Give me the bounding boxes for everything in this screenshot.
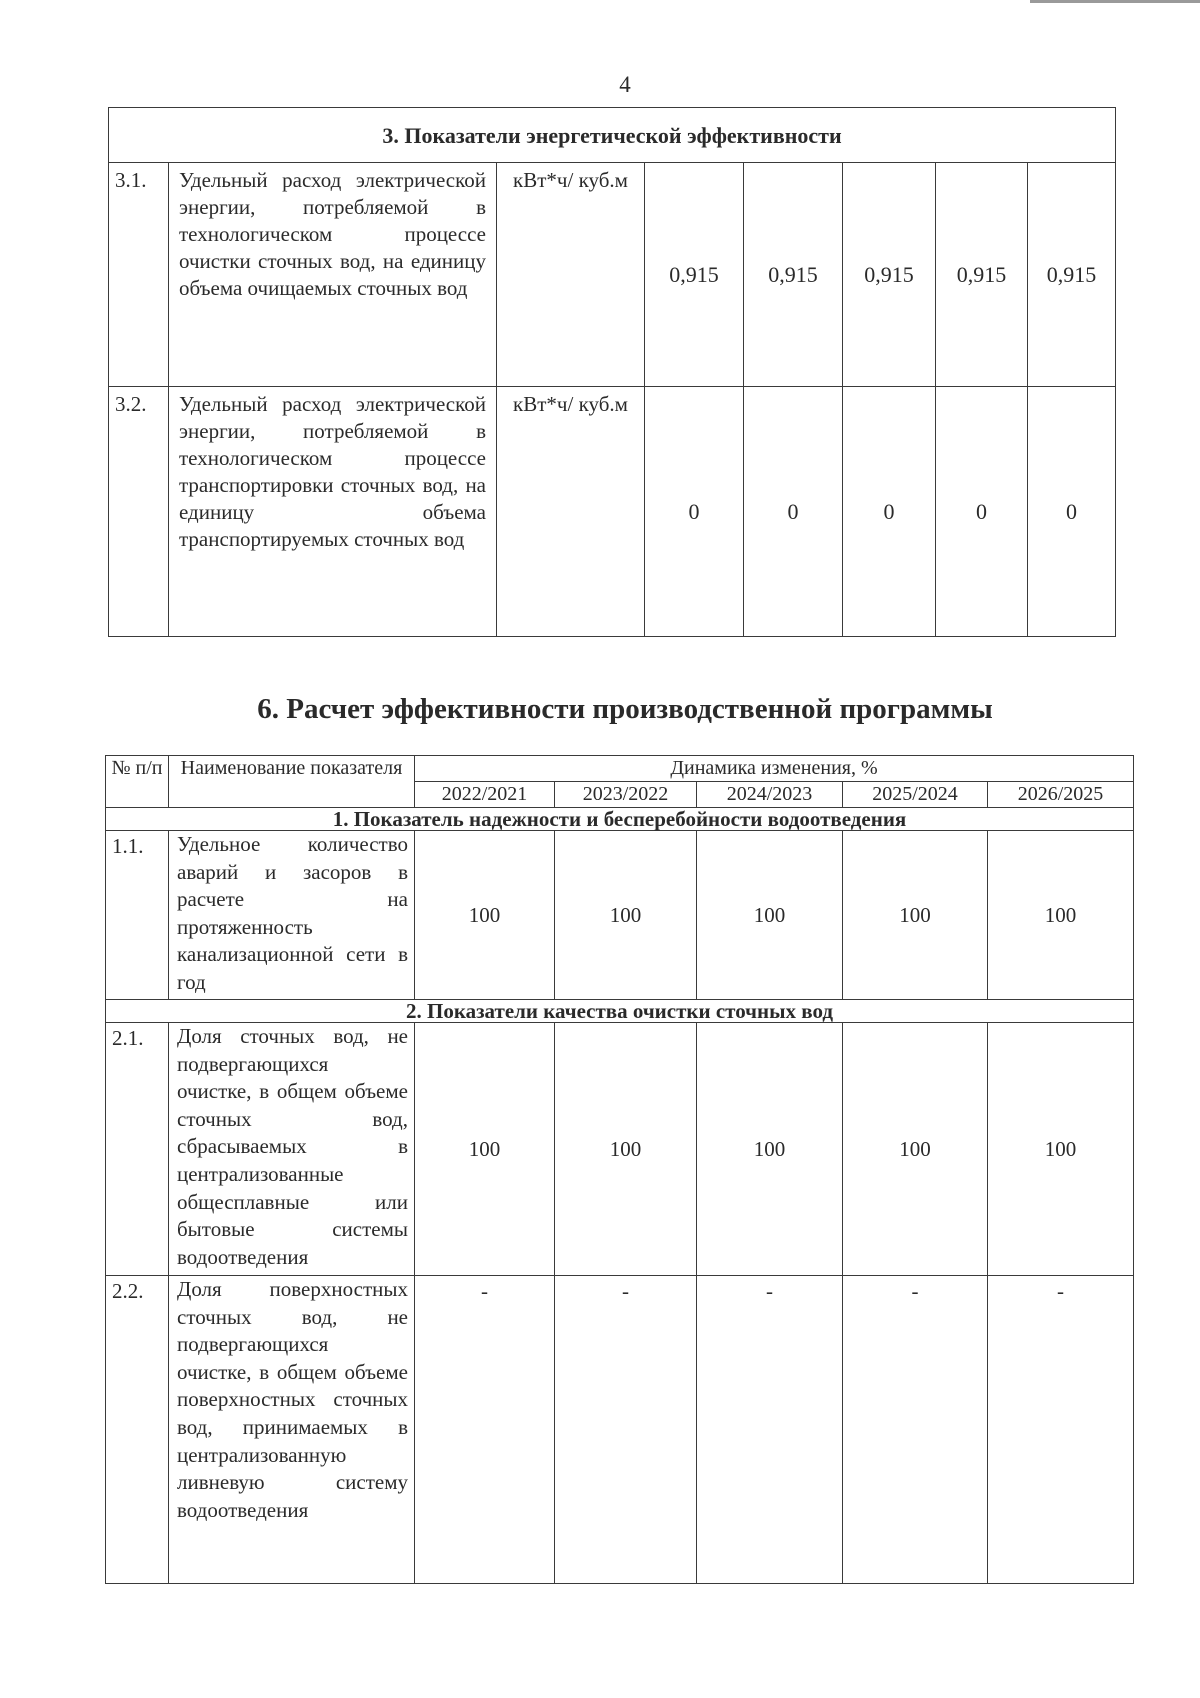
- row-number: 3.1.: [109, 163, 169, 387]
- table-row: [106, 1023, 1134, 1276]
- indicator-name: Удельный расход электрической энергии, потребляемой в технологическом процессе очистки сточных вод, на единицу объема очищаемых сточных вод: [169, 163, 497, 387]
- indicator-name: Доля сточных вод, не подвергающихся очистке, в общем объеме сточных вод, сбрасываемых в централизованные общесплавные или бытовые системы водоотведения: [169, 1023, 415, 1276]
- value-cell: -: [555, 1276, 697, 1584]
- table-row: [109, 387, 1116, 637]
- energy-efficiency-table: [108, 107, 1116, 637]
- value-cell: 100: [843, 831, 988, 1000]
- value-cell: 0,915: [936, 163, 1028, 387]
- value-cell: 0: [936, 387, 1028, 637]
- value-cell: -: [415, 1276, 555, 1584]
- value-cell: 100: [843, 1023, 988, 1276]
- section-heading: 6. Расчет эффективности производственной программы: [257, 693, 993, 725]
- indicator-name: Доля поверхностных сточных вод, не подвергающихся очистке, в общем объеме поверхностных сточных вод, принимаемых в централизованную ливневую систему водоотведения: [169, 1276, 415, 1584]
- value-cell: 100: [697, 831, 843, 1000]
- unit-cell: кВт*ч/ куб.м: [497, 163, 645, 387]
- indicator-name: Удельное количество аварий и засоров в расчете на протяженность канализационной сети в год: [169, 831, 415, 1000]
- value-cell: 0,915: [744, 163, 843, 387]
- value-cell: 0,915: [843, 163, 936, 387]
- value-cell: 0: [645, 387, 744, 637]
- value-cell: 0: [744, 387, 843, 637]
- value-cell: 100: [697, 1023, 843, 1276]
- value-cell: 100: [415, 831, 555, 1000]
- header-indicator-name: Наименование показателя: [169, 756, 415, 808]
- page-number: 4: [619, 72, 631, 97]
- value-cell: 100: [988, 1023, 1134, 1276]
- section-row: [106, 808, 1134, 831]
- value-cell: 0: [1028, 387, 1116, 637]
- header-period: 2024/2023: [697, 782, 843, 808]
- top-edge-rule: [1030, 0, 1200, 3]
- header-period: 2023/2022: [555, 782, 697, 808]
- row-number: 1.1.: [106, 831, 169, 1000]
- row-number: 2.2.: [106, 1276, 169, 1584]
- value-cell: 100: [555, 831, 697, 1000]
- value-cell: 100: [988, 831, 1134, 1000]
- table-row: [106, 1276, 1134, 1584]
- section-row: [109, 108, 1116, 163]
- value-cell: 0: [843, 387, 936, 637]
- table-row: [109, 163, 1116, 387]
- unit-cell: кВт*ч/ куб.м: [497, 387, 645, 637]
- header-period: 2022/2021: [415, 782, 555, 808]
- header-period: 2026/2025: [988, 782, 1134, 808]
- section-title: 3. Показатели энергетической эффективности: [109, 108, 1116, 163]
- header-number: № п/п: [106, 756, 169, 808]
- section-row: [106, 1000, 1134, 1023]
- value-cell: 0,915: [645, 163, 744, 387]
- value-cell: 100: [555, 1023, 697, 1276]
- value-cell: 100: [415, 1023, 555, 1276]
- indicator-name: Удельный расход электрической энергии, потребляемой в технологическом процессе транспортировки сточных вод, на единицу объема транспортируемых сточных вод: [169, 387, 497, 637]
- value-cell: -: [988, 1276, 1134, 1584]
- header-period: 2025/2024: [843, 782, 988, 808]
- value-cell: -: [843, 1276, 988, 1584]
- table-row: [106, 831, 1134, 1000]
- value-cell: -: [697, 1276, 843, 1584]
- section-title: 1. Показатель надежности и бесперебойности водоотведения: [106, 808, 1134, 831]
- row-number: 2.1.: [106, 1023, 169, 1276]
- section-title: 2. Показатели качества очистки сточных вод: [106, 1000, 1134, 1023]
- header-dynamics: Динамика изменения, %: [415, 756, 1134, 782]
- value-cell: 0,915: [1028, 163, 1116, 387]
- row-number: 3.2.: [109, 387, 169, 637]
- efficiency-calculation-table: [105, 755, 1134, 1584]
- header-row: [106, 756, 1134, 782]
